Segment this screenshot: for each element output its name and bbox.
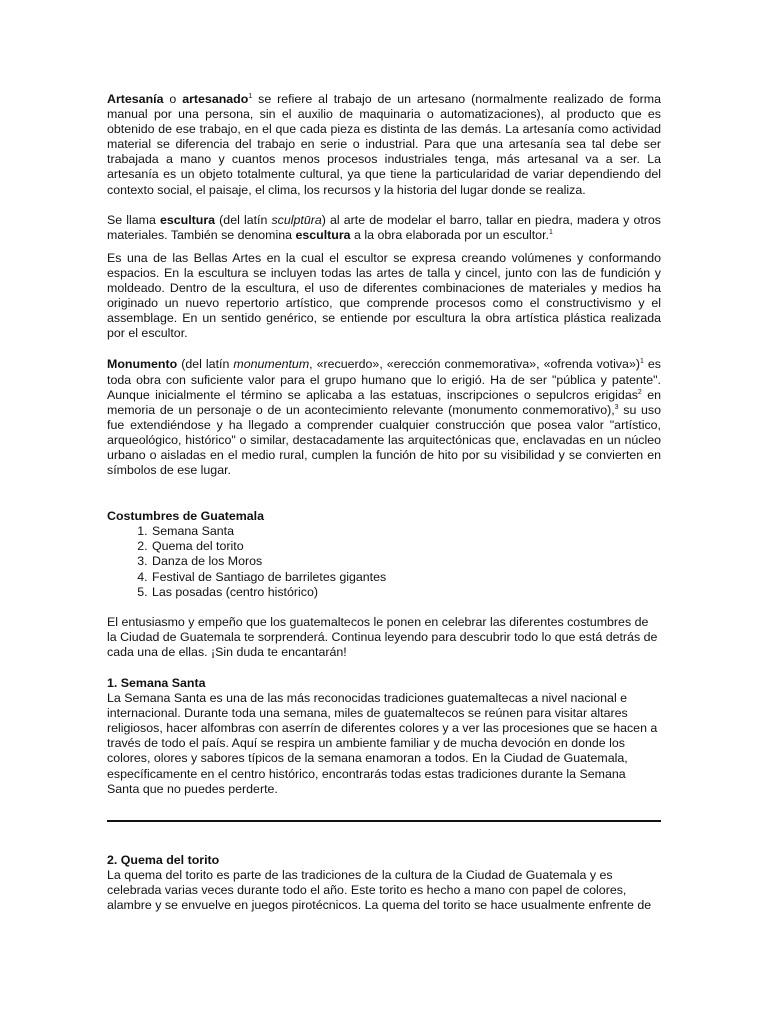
list-item: 4. Festival de Santiago de barriletes gigantes [151, 570, 661, 585]
document-page [107, 92, 661, 913]
text-run: (del latín [215, 212, 272, 227]
footnote-ref: 1 [639, 358, 644, 366]
text-run: su uso fue extendiéndose y ha llegado a comprender cualquier construcción que posea valor "artístico, arqueológico, histórico" o similar, destacadamente las arquitectónicas que, enclavadas en un núcleo urbano o aisladas en el medio rural, cumplen la función de hito por su visibilidad y se convierten en símbolos de ese lugar. [107, 402, 662, 478]
semana-santa-heading: 1. Semana Santa [107, 676, 206, 690]
quema-torito-heading: 2. Quema del torito [107, 852, 220, 867]
escultura-term-2: escultura [295, 227, 351, 242]
semana-santa-text: La Semana Santa es una de las más reconocidas tradiciones guatemaltecas a nivel nacional e internacional. Durante toda una semana, miles de guatemaltecos se reúnen para visitar altares religiosos, hacer alfombras con aserrín de diferentes colores y a ver las procesiones que se hacen a través de todo el país. Aquí se respira un ambiente familiar y de mucha devoción en donde los colores, olores y sabores típicos de la semana enamoran a todos. En la Ciudad de Guatemala, específicamente en el centro histórico, encontrarás todas estas tradiciones durante la Semana Santa que no puedes perderte. [107, 691, 658, 796]
quema-torito-text: La quema del torito es parte de las tradiciones de la cultura de la Ciudad de Guatemala y es celebrada varias veces durante todo el año. Este torito es hecho a mano con papel de colores, alambre y se envuelve en juegos pirotécnicos. La quema del torito se hace usualmente enfrente de [107, 867, 652, 913]
monumento-term: Monumento [107, 357, 178, 372]
artesania-term: Artesanía [107, 92, 164, 106]
text-run: es toda obra con suficiente valor para el grupo humano que lo erigió. Ha de ser "pública y patente". Aunque inicialmente el término se aplicaba a las estatuas, inscripciones o sepulcros erigidas [107, 357, 661, 402]
escultura-paragraph-1 [107, 213, 661, 243]
footnote-ref: 1 [548, 228, 553, 236]
footnote-ref: 1 [248, 93, 253, 100]
costumbres-title: Costumbres de Guatemala [107, 509, 264, 524]
latin-word: monumentum [233, 357, 310, 372]
artesania-connector: o [163, 92, 183, 106]
text-run: Se llama [107, 212, 160, 227]
footnote-ref: 3 [614, 403, 619, 411]
costumbres-intro: El entusiasmo y empeño que los guatemaltecos le ponen en celebrar las diferentes costumbres de la Ciudad de Guatemala te sorprenderá. Continua leyendo para descubrir todo lo que está detrás de cada una de ellas. ¡Sin duda te encantarán! [107, 614, 658, 659]
artesanado-term: artesanado [182, 92, 249, 106]
text-run: a la obra elaborada por un escultor. [350, 227, 549, 242]
list-item: 3. Danza de los Moros [151, 554, 661, 569]
costumbres-list [107, 524, 661, 599]
list-item: 2. Quema del torito [151, 539, 661, 554]
escultura-term: escultura [159, 212, 216, 227]
latin-word: sculptūra [271, 212, 322, 227]
text-run: , «recuerdo», «erección conmemorativa», «ofrenda votiva») [309, 357, 640, 372]
horizontal-rule [107, 820, 661, 822]
text-run: en memoria de un personaje o de un acontecimiento relevante (monumento conmemorativo), [107, 387, 661, 417]
escultura-paragraph-2: Es una de las Bellas Artes en la cual el escultor se expresa creando volúmenes y conformando espacios. En la escultura se incluyen todas las artes de talla y cincel, junto con las de fundición y moldeado. Dentro de la escultura, el uso de diferentes combinaciones de materiales y medios ha originado un nuevo repertorio artístico, que comprende procesos como el constructivismo y el assemblage. En un sentido genérico, se entiende por escultura la obra artística plástica realizada por el escultor. [107, 250, 661, 341]
artesania-text: se refiere al trabajo de un artesano (normalmente realizado de forma manual por una persona, sin el auxilio de maquinaria o automatizaciones), al producto que es obtenido de ese trabajo, en el que cada pieza es distinta de las demás. La artesanía como actividad material se diferencia del trabajo en serie o industrial. Para que una artesanía sea tal debe ser trabajada a mano y cuantos menos procesos industriales tenga, más artesanal va a ser. La artesanía es un objeto totalmente cultural, ya que tiene la particularidad de variar dependiendo del contexto social, el paisaje, el clima, los recursos y la historia del lugar donde se realiza. [107, 92, 661, 197]
artesania-paragraph [107, 92, 661, 198]
text-run: ) al arte de modelar el barro, tallar en piedra, madera y otros materiales. También se denomina [107, 212, 661, 242]
list-item: 5. Las posadas (centro histórico) [151, 585, 661, 600]
monumento-paragraph [107, 357, 661, 478]
list-item: 1. Semana Santa [151, 524, 661, 539]
text-run: (del latín [177, 357, 234, 372]
footnote-ref: 2 [637, 388, 642, 396]
costumbres-section [107, 509, 661, 600]
